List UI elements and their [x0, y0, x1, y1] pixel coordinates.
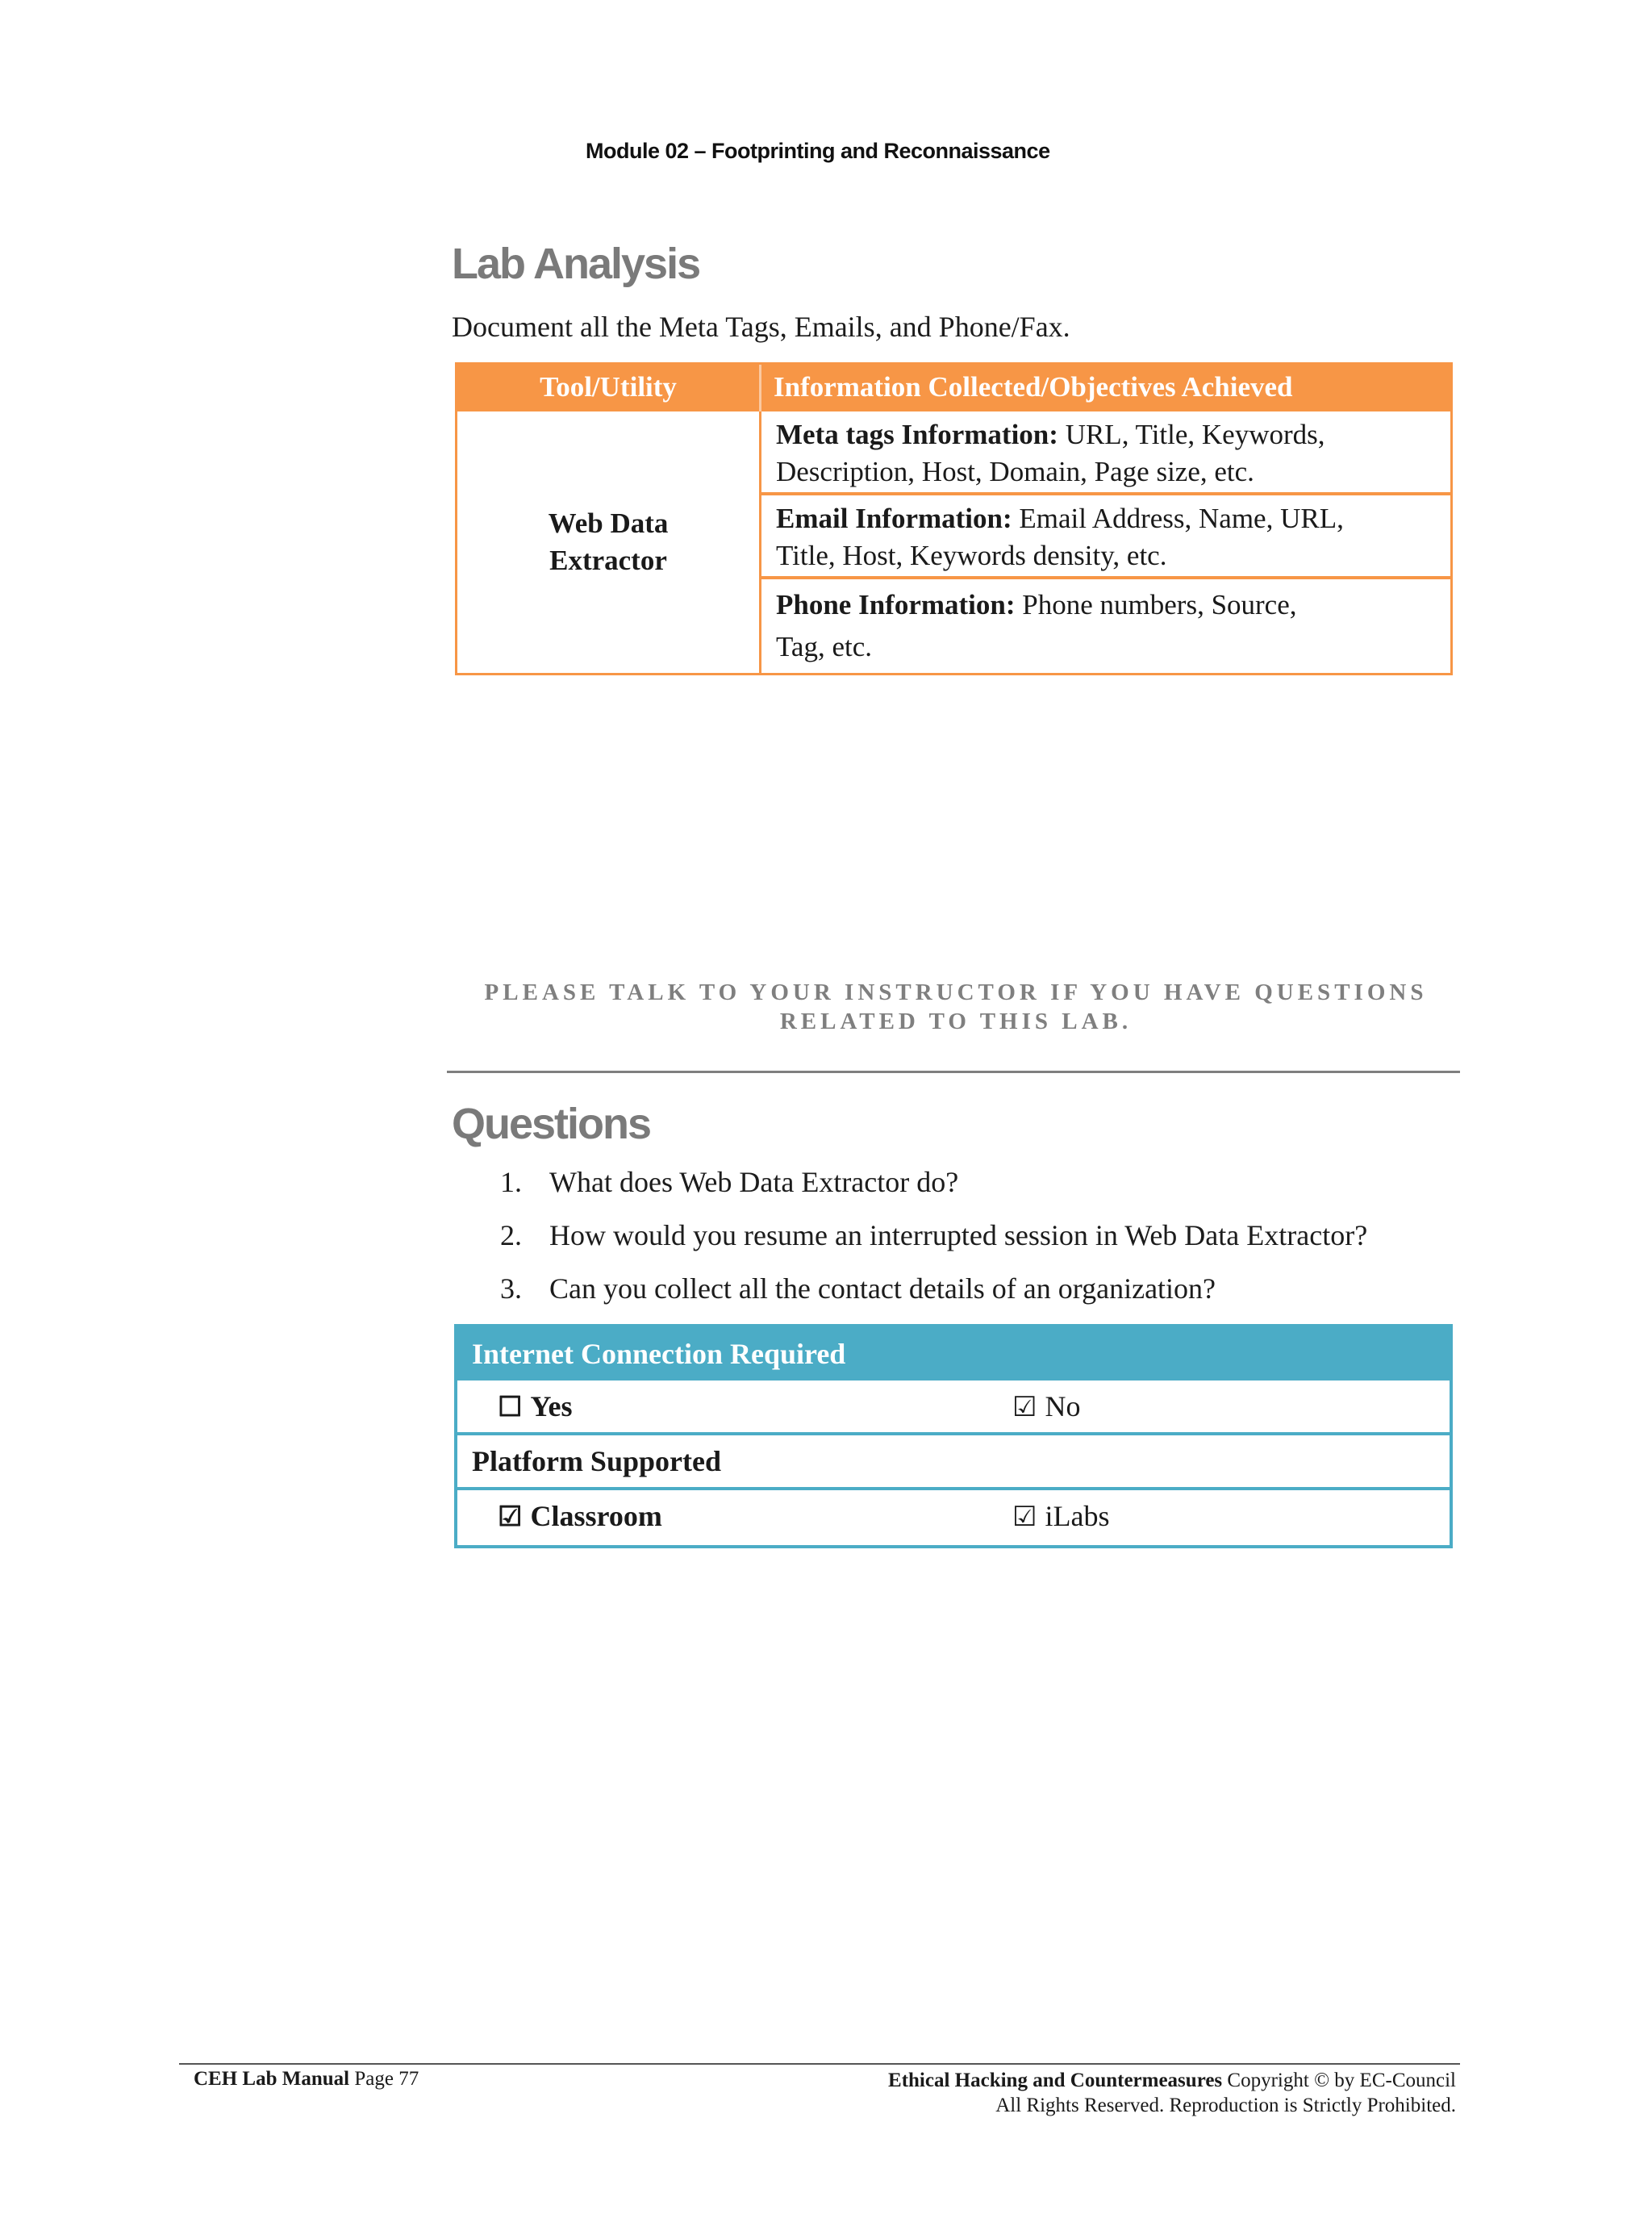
- notice-line1: PLEASE TALK TO YOUR INSTRUCTOR IF YOU HAVE QUESTIONS: [484, 980, 1428, 1005]
- tool-name-line1: Web Data: [548, 508, 669, 539]
- tool-name-line2: Extractor: [549, 545, 667, 576]
- classroom-label: Classroom: [530, 1500, 662, 1532]
- question-number: 2.: [500, 1219, 522, 1251]
- footer-rights: All Rights Reserved. Reproduction is Strictly Prohibited.: [995, 2095, 1456, 2116]
- info-row-meta: [761, 411, 1450, 492]
- question-text: Can you collect all the contact details of an organization?: [549, 1272, 1216, 1305]
- question-number: 1.: [500, 1166, 522, 1198]
- question-text: What does Web Data Extractor do?: [549, 1166, 959, 1198]
- footer-rule: [179, 2063, 1460, 2065]
- yes-label: Yes: [530, 1390, 573, 1422]
- info-text: Tag, etc.: [776, 631, 873, 662]
- info-label: Meta tags Information:: [776, 419, 1058, 450]
- internet-connection-header: Internet Connection Required: [457, 1327, 1450, 1381]
- list-item: [500, 1218, 1508, 1272]
- requirements-table: [454, 1324, 1453, 1548]
- info-text: Email Address, Name, URL,: [1012, 503, 1344, 534]
- lab-analysis-table: [455, 362, 1453, 675]
- info-row-phone: [761, 579, 1450, 673]
- instructor-notice: [452, 978, 1460, 1036]
- info-text: Title, Host, Keywords density, etc.: [776, 540, 1167, 571]
- question-text: How would you resume an interrupted session in Web Data Extractor?: [549, 1219, 1368, 1251]
- info-text: URL, Title, Keywords,: [1058, 419, 1325, 450]
- info-label: Email Information:: [776, 503, 1012, 534]
- question-number: 3.: [500, 1272, 522, 1305]
- platform-supported-header: Platform Supported: [472, 1445, 721, 1477]
- notice-line2: RELATED TO THIS LAB.: [779, 1009, 1133, 1034]
- list-item: [500, 1165, 1508, 1218]
- tool-cell: [457, 411, 759, 673]
- lab-table-header: [457, 365, 1450, 411]
- footer-page: Page 77: [354, 2068, 419, 2090]
- checkbox-checked-icon: ☑: [1012, 1393, 1037, 1422]
- info-label: Phone Information:: [776, 589, 1016, 620]
- checkbox-checked-icon: ☑: [498, 1502, 523, 1532]
- col-header-tool: Tool/Utility: [540, 371, 677, 403]
- footer-course: Ethical Hacking and Countermeasures: [888, 2070, 1223, 2091]
- checkbox-checked-icon: ☑: [1012, 1502, 1037, 1532]
- info-text: Description, Host, Domain, Page size, etc.: [776, 456, 1254, 487]
- no-option: [1012, 1381, 1080, 1432]
- footer-left: [194, 2068, 419, 2091]
- lab-analysis-title: Lab Analysis: [452, 240, 700, 288]
- questions-list: [500, 1165, 1508, 1325]
- no-label: No: [1045, 1390, 1081, 1422]
- footer-manual: CEH Lab Manual: [194, 2068, 350, 2090]
- classroom-option: [498, 1490, 662, 1542]
- section-divider: [447, 1071, 1460, 1073]
- col-header-info: Information Collected/Objectives Achieved: [774, 371, 1293, 403]
- info-row-email: [761, 495, 1450, 576]
- yes-option: [498, 1381, 572, 1432]
- list-item: [500, 1272, 1508, 1325]
- ilabs-option: [1012, 1490, 1109, 1542]
- ilabs-label: iLabs: [1045, 1500, 1110, 1532]
- module-header: Module 02 – Footprinting and Reconnaissance: [586, 139, 1050, 163]
- lab-analysis-intro: Document all the Meta Tags, Emails, and Phone/Fax.: [452, 311, 1070, 343]
- footer-right: [888, 2068, 1456, 2118]
- info-text: Phone numbers, Source,: [1015, 589, 1297, 620]
- footer-copyright: Copyright © by EC-Council: [1222, 2070, 1456, 2091]
- questions-title: Questions: [452, 1100, 651, 1148]
- checkbox-empty-icon: ☐: [498, 1393, 523, 1422]
